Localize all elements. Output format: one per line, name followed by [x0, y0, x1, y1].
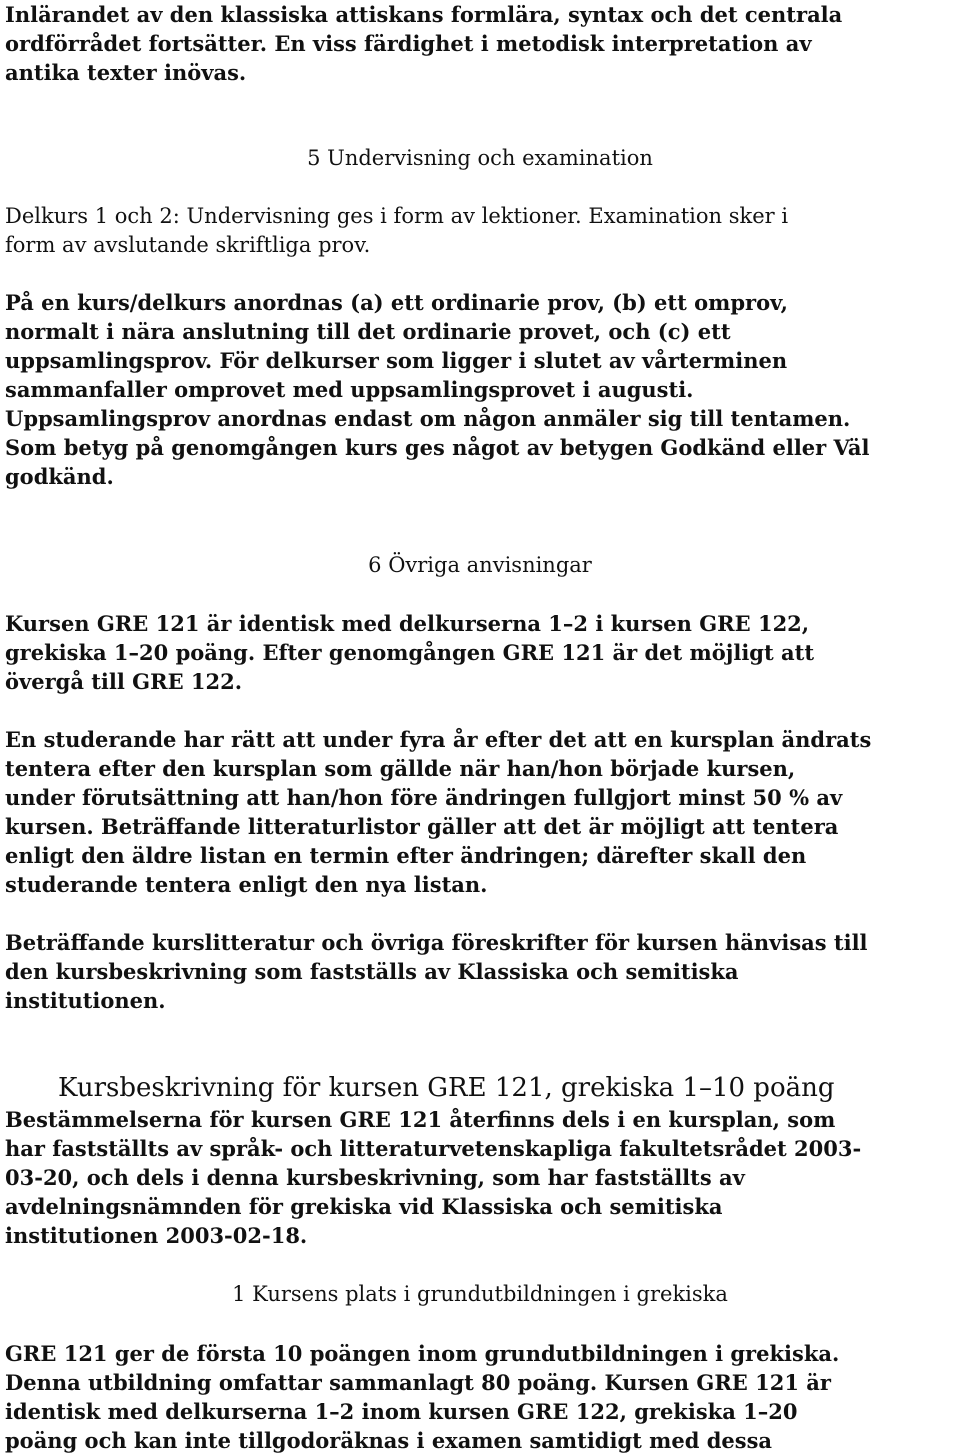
- paragraph-delkurs: Delkurs 1 och 2: Undervisning ges i form av lektioner. Examination sker i form av avslutande skriftliga prov.: [5, 204, 789, 257]
- paragraph-kurslitteratur: Beträffande kurslitteratur och övriga föreskrifter för kursen hänvisas till den kursbeskrivning som fastställs av Klassiska och semitiska institutionen.: [5, 930, 868, 1013]
- section-heading-1: 1 Kursens plats i grundutbildningen i grekiska: [232, 1282, 728, 1306]
- paragraph-prov: På en kurs/delkurs anordnas (a) ett ordinarie prov, (b) ett omprov, normalt i nära anslutning till det ordinarie provet, och (c) ett uppsamlingsprov. För delkurser som ligger i slutet av vårterminen sammanfaller omprovet med uppsamlingsprovet i augusti. Uppsamlingsprov anordnas endast om någon anmäler sig till tentamen. Som betyg på genomgången kurs ges något av betygen Godkänd eller Väl godkänd.: [5, 290, 870, 489]
- paragraph-studerande: En studerande har rätt att under fyra år efter det att en kursplan ändrats tentera efter den kursplan som gällde när han/hon började kursen, under förutsättning att han/hon före ändringen fullgjort minst 50 % av kursen. Beträffande litteraturlistor gäller att det är möjligt att tentera enligt den äldre listan en termin efter ändringen; därefter skall den studerande tentera enligt den nya listan.: [5, 727, 872, 897]
- section-heading-6: 6 Övriga anvisningar: [368, 553, 592, 577]
- paragraph-intro: Inlärandet av den klassiska attiskans formlära, syntax och det centrala ordförrådet fortsätter. En viss färdighet i metodisk interpretation av antika texter inövas.: [5, 2, 843, 85]
- section-heading-5: 5 Undervisning och examination: [307, 146, 653, 170]
- paragraph-gre-identisk: Kursen GRE 121 är identisk med delkurserna 1–2 i kursen GRE 122, grekiska 1–20 poäng. Efter genomgången GRE 121 är det möjligt att övergå till GRE 122.: [5, 611, 815, 694]
- paragraph-bestammelser: Bestämmelserna för kursen GRE 121 återfinns dels i en kursplan, som har fastställts av språk- och litteraturvetenskapliga fakultetsrådet 2003- 03-20, och dels i denna kursbeskrivning, som har fastställts av avdelningsnämnden för grekiska vid Klassiska och semitiska institutionen 2003-02-18.: [5, 1107, 862, 1248]
- main-heading-kursbeskrivning: Kursbeskrivning för kursen GRE 121, grekiska 1–10 poäng: [58, 1073, 835, 1103]
- paragraph-plats: GRE 121 ger de första 10 poängen inom grundutbildningen i grekiska. Denna utbildning omfattar sammanlagt 80 poäng. Kursen GRE 121 är identisk med delkurserna 1–2 inom kursen GRE 122, grekiska 1–20 poäng och kan inte tillgodoräknas i examen samtidigt med dessa: [5, 1341, 840, 1453]
